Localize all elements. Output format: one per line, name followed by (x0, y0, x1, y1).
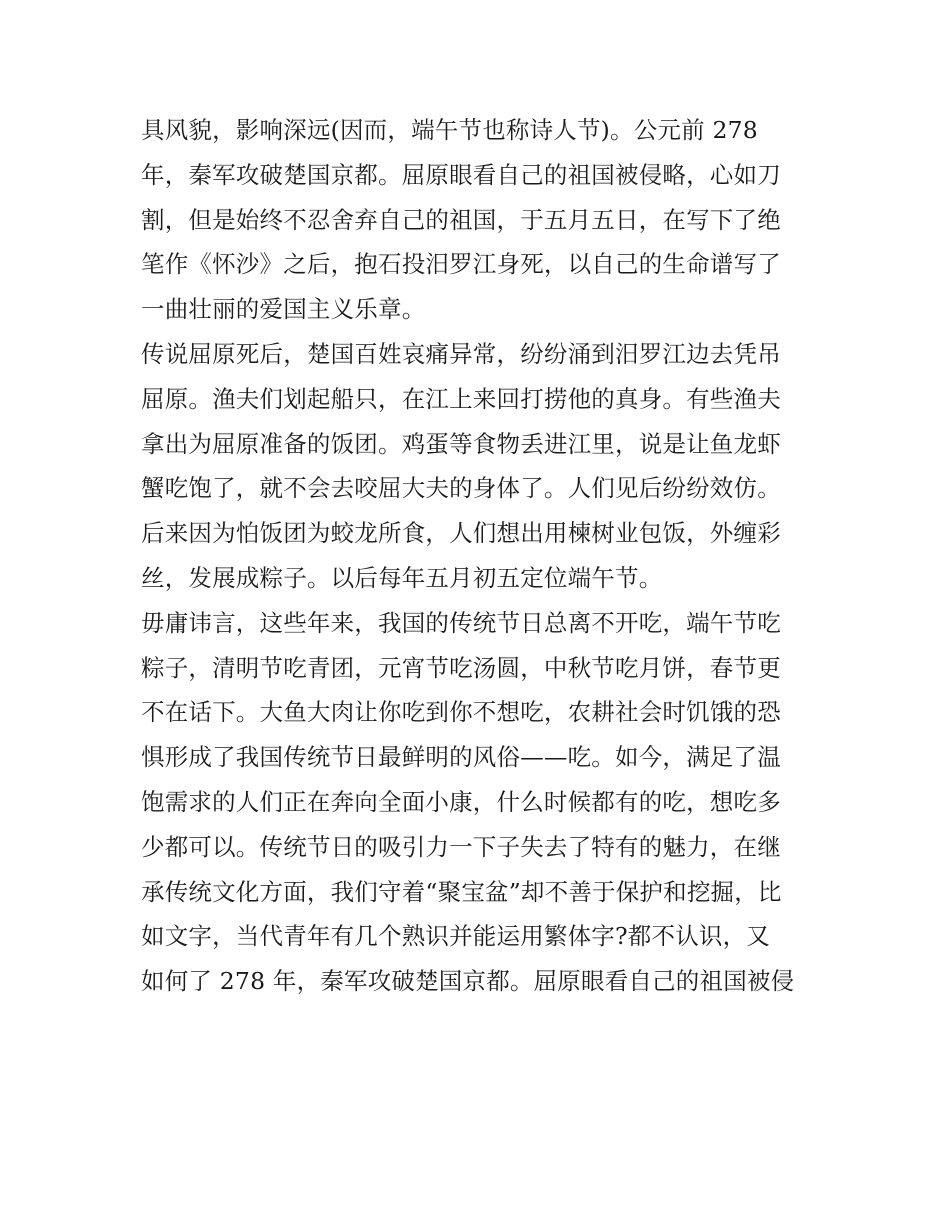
text-line: 粽子，清明节吃青团，元宵节吃汤圆，中秋节吃月饼，春节更 (141, 653, 781, 682)
text-line: 屈原。渔夫们划起船只，在江上来回打捞他的真身。有些渔夫 (141, 384, 781, 413)
text-line: 毋庸讳言，这些年来，我国的传统节日总离不开吃，端午节吃 (141, 608, 781, 637)
text-line: 惧形成了我国传统节日最鲜明的风俗——吃。如今，满足了温 (141, 743, 781, 772)
text-line: 如何了 278 年，秦军攻破楚国京都。屈原眼看自己的祖国被侵 (141, 967, 795, 996)
text-line: 饱需求的人们正在奔向全面小康，什么时候都有的吃，想吃多 (141, 787, 781, 816)
text-line: 一曲壮丽的爱国主义乐章。 (141, 295, 426, 324)
text-line: 割，但是始终不忍舍弃自己的祖国，于五月五日，在写下了绝 (141, 205, 781, 234)
text-line: 拿出为屈原准备的饭团。鸡蛋等食物丢进江里，说是让鱼龙虾 (141, 429, 781, 458)
text-line: 年，秦军攻破楚国京都。屈原眼看自己的祖国被侵略，心如刀 (141, 160, 781, 189)
text-line: 如文字，当代青年有几个熟识并能运用繁体字?都不认识，又 (141, 922, 770, 951)
text-line: 丝，发展成粽子。以后每年五月初五定位端午节。 (141, 563, 663, 592)
text-line: 少都可以。传统节日的吸引力一下子失去了特有的魅力，在继 (141, 832, 781, 861)
text-line: 不在话下。大鱼大肉让你吃到你不想吃，农耕社会时饥饿的恐 (141, 698, 781, 727)
text-line: 承传统文化方面，我们守着“聚宝盆”却不善于保护和挖掘，比 (141, 877, 782, 906)
text-line: 笔作《怀沙》之后，抱石投汨罗江身死，以自己的生命谱写了 (141, 250, 781, 279)
text-line: 传说屈原死后，楚国百姓哀痛异常，纷纷涌到汨罗江边去凭吊 (141, 339, 781, 368)
text-line: 蟹吃饱了，就不会去咬屈大夫的身体了。人们见后纷纷效仿。 (141, 474, 781, 503)
text-line: 具风貌，影响深远(因而，端午节也称诗人节)。公元前 278 (141, 116, 758, 144)
text-line: 后来因为怕饭团为蛟龙所食，人们想出用楝树业包饭，外缠彩 (141, 519, 781, 548)
document-body (141, 108, 821, 1004)
